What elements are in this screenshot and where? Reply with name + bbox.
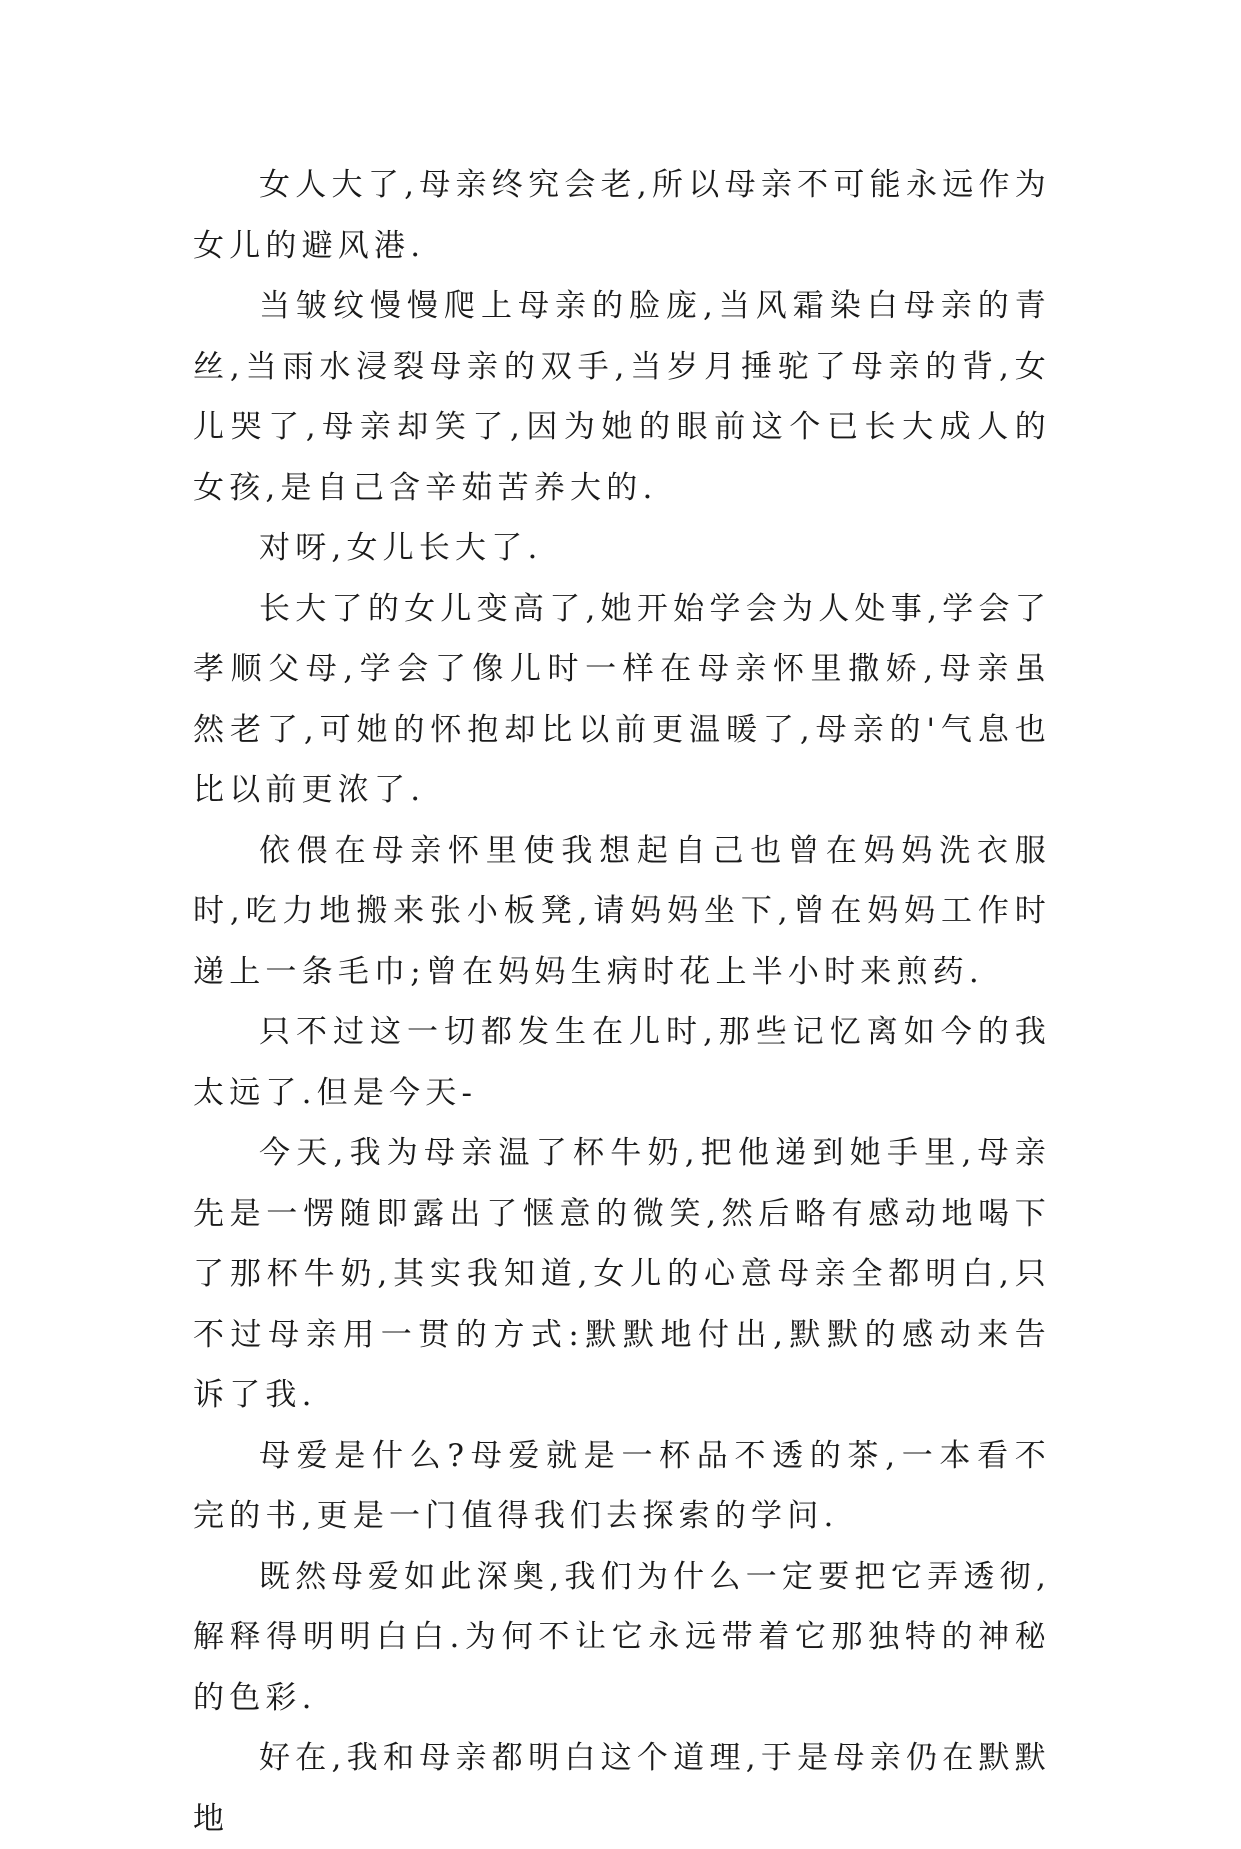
- paragraph-10: 好在,我和母亲都明白这个道理,于是母亲仍在默默地: [193, 1740, 1051, 1837]
- paragraph-7: 今天,我为母亲温了杯牛奶,把他递到她手里,母亲先是一愣随即露出了惬意的微笑,然后略有感动地喝下了那杯牛奶,其实我知道,女儿的心意母亲全都明白,只不过母亲用一贯的方式:默默地付出,默默的感动来告诉了我.: [193, 1135, 1051, 1413]
- paragraph-4: 长大了的女儿变高了,她开始学会为人处事,学会了孝顺父母,学会了像儿时一样在母亲怀里撒娇,母亲虽然老了,可她的怀抱却比以前更温暖了,母亲的'气息也比以前更浓了.: [193, 590, 1051, 808]
- paragraph-9: 既然母爱如此深奥,我们为什么一定要把它弄透彻,解释得明明白白.为何不让它永远带着它那独特的神秘的色彩.: [193, 1558, 1051, 1716]
- paragraph-8: 母爱是什么?母爱就是一杯品不透的茶,一本看不完的书,更是一门值得我们去探索的学问.: [193, 1437, 1051, 1534]
- paragraph-1: 女人大了,母亲终究会老,所以母亲不可能永远作为女儿的避风港.: [193, 167, 1051, 264]
- paragraph-5: 依偎在母亲怀里使我想起自己也曾在妈妈洗衣服时,吃力地搬来张小板凳,请妈妈坐下,曾在妈妈工作时递上一条毛巾;曾在妈妈生病时花上半小时来煎药.: [193, 832, 1051, 990]
- paragraph-3: 对呀,女儿长大了.: [259, 530, 543, 566]
- paragraph-2: 当皱纹慢慢爬上母亲的脸庞,当风霜染白母亲的青丝,当雨水浸裂母亲的双手,当岁月捶驼了母亲的背,女儿哭了,母亲却笑了,因为她的眼前这个已长大成人的女孩,是自己含辛茹苦养大的.: [193, 288, 1051, 506]
- document-body: [193, 155, 1051, 1849]
- paragraph-6: 只不过这一切都发生在儿时,那些记忆离如今的我太远了.但是今天-: [193, 1014, 1051, 1111]
